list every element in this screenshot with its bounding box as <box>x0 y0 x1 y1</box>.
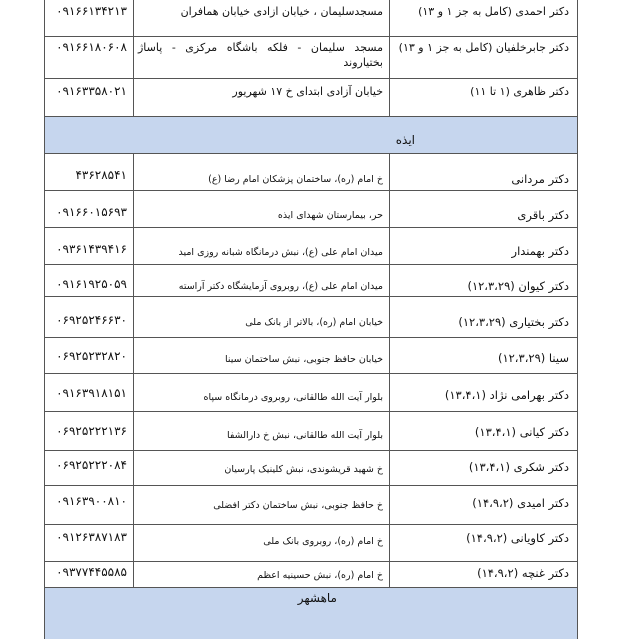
address-cell <box>133 562 389 587</box>
name-cell <box>389 228 577 264</box>
doctor-name: دکتر ظاهری (۱ تا ۱۱) <box>470 85 569 98</box>
address-cell <box>133 451 389 485</box>
section-header-izeh <box>45 117 577 154</box>
doctor-name: دکتر کیانی (۱۳،۴،۱) <box>474 425 569 439</box>
address-cell <box>133 228 389 264</box>
phone-cell <box>45 451 133 485</box>
address-cell <box>133 338 389 373</box>
name-cell <box>389 37 577 78</box>
doctor-name: دکتر باقری <box>517 208 569 222</box>
address-cell <box>133 374 389 411</box>
name-cell <box>389 486 577 524</box>
table-row <box>45 191 577 228</box>
doctor-name: دکتر جابرخلفیان (کامل به جز ۱ و ۱۳) <box>398 41 569 54</box>
address-text: خیابان حافظ جنوبی، نبش ساختمان سینا <box>224 354 383 365</box>
phone-number: ۰۹۱۶۱۹۲۵۰۵۹ <box>56 277 127 291</box>
section-header-mahshahr <box>45 588 577 639</box>
section-title: ایذه <box>395 133 415 147</box>
phone-number: ۰۶۹۲۵۲۲۲۰۸۴ <box>56 458 127 472</box>
doctor-name: دکتر کاویانی (۱۴،۹،۲) <box>466 531 569 545</box>
doctor-name: دکتر بهرامی نژاد (۱۳،۴،۱) <box>444 388 569 402</box>
name-cell <box>389 562 577 587</box>
phone-number: ۰۶۹۲۵۲۲۲۱۳۶ <box>56 424 127 438</box>
phone-number: ۰۹۱۲۶۳۸۷۱۸۳ <box>56 530 127 544</box>
table-row <box>45 412 577 451</box>
phone-cell <box>45 338 133 373</box>
name-cell <box>389 412 577 450</box>
address-cell <box>133 0 389 36</box>
phone-cell <box>45 79 133 116</box>
doctor-name: دکتر بهمندار <box>511 244 569 258</box>
phone-number: ۰۹۱۶۳۹۱۸۱۵۱ <box>56 386 127 400</box>
name-cell <box>389 338 577 373</box>
address-text: بلوار آیت الله طالقانی، روبروی درمانگاه سپاه <box>203 392 383 403</box>
phone-cell <box>45 525 133 561</box>
address-cell <box>133 525 389 561</box>
doctor-name: دکتر احمدی (کامل به جز ۱ و ۱۳) <box>418 5 569 18</box>
doctor-name: دکتر بختیاری (۱۲،۳،۲۹) <box>458 315 569 329</box>
address-text: خ شهید قریشوندی، نبش کلینیک پارسیان <box>224 464 383 475</box>
table-row <box>45 154 577 191</box>
phone-number: ۰۶۹۲۵۲۴۶۶۳۰ <box>56 313 127 327</box>
phone-cell <box>45 154 133 190</box>
address-text: خیابان آزادی ابتدای خ ۱۷ شهریور <box>232 85 383 98</box>
phone-cell <box>45 191 133 227</box>
phone-number: ۰۹۳۷۷۴۴۵۵۸۵ <box>56 565 127 579</box>
address-cell <box>133 191 389 227</box>
phone-cell <box>45 37 133 78</box>
phone-cell <box>45 374 133 411</box>
phone-number: ۰۹۱۶۶۱۸۰۶۰۸ <box>56 40 127 54</box>
address-text: میدان امام علی (ع)، روبروی آزمایشگاه دکتر آراسته <box>178 281 383 292</box>
address-text: بلوار آیت الله طالقانی، نبش خ دارالشفا <box>226 430 383 441</box>
name-cell <box>389 79 577 116</box>
address-text: حر، بیمارستان شهدای ایذه <box>277 210 383 221</box>
doctor-name: دکتر مردانی <box>511 172 569 186</box>
name-cell <box>389 374 577 411</box>
name-cell <box>389 154 577 190</box>
table-row <box>45 79 577 117</box>
doctor-name: دکتر شکری (۱۳،۴،۱) <box>468 460 569 474</box>
address-text: مسجد سلیمان - فلکه باشگاه مرکزی - پاساژ بختیاروند <box>138 41 383 69</box>
address-text: خ امام (ره)، نبش حسینیه اعظم <box>257 570 383 581</box>
address-cell <box>133 37 389 78</box>
table-row <box>45 0 577 37</box>
address-cell <box>133 486 389 524</box>
name-cell <box>389 191 577 227</box>
table-row <box>45 525 577 562</box>
phone-number: ۰۹۱۶۳۳۵۸۰۲۱ <box>56 84 127 98</box>
doctor-name: دکتر امیدی (۱۴،۹،۲) <box>472 496 569 510</box>
table-row <box>45 451 577 486</box>
phone-cell <box>45 297 133 337</box>
phone-number: ۰۹۱۶۶۰۱۵۶۹۳ <box>56 205 127 219</box>
phone-cell <box>45 0 133 36</box>
table-row <box>45 486 577 525</box>
table-row <box>45 297 577 338</box>
phone-cell <box>45 562 133 587</box>
phone-cell <box>45 486 133 524</box>
table-row <box>45 374 577 412</box>
phone-cell <box>45 412 133 450</box>
name-cell <box>389 525 577 561</box>
doctor-name: دکتر کیوان (۱۲،۳،۲۹) <box>467 279 569 293</box>
phone-number: ۰۹۱۶۶۱۳۴۲۱۳ <box>56 4 127 18</box>
phone-number: ۴۳۶۲۸۵۴۱ <box>75 168 127 182</box>
address-cell <box>133 154 389 190</box>
phone-number: ۰۹۳۶۱۴۳۹۴۱۶ <box>56 242 127 256</box>
address-text: خ امام (ره)، روبروی بانک ملی <box>263 536 383 547</box>
phone-number: ۰۶۹۲۵۲۳۲۸۲۰ <box>56 349 127 363</box>
section-title: ماهشهر <box>297 591 337 605</box>
address-cell <box>133 265 389 296</box>
address-cell <box>133 412 389 450</box>
name-cell <box>389 0 577 36</box>
address-text: خیابان امام (ره)، بالاتر از بانک ملی <box>245 317 383 328</box>
name-cell <box>389 297 577 337</box>
address-text: مسجدسلیمان ، خیابان ازادی خیابان همافران <box>180 5 383 18</box>
address-text: میدان امام علی (ع)، نبش درمانگاه شبانه روزی امید <box>178 247 383 258</box>
doctor-name: سینا (۱۲،۳،۲۹) <box>497 351 569 365</box>
address-cell <box>133 297 389 337</box>
table-row <box>45 265 577 297</box>
phone-number: ۰۹۱۶۳۹۰۰۸۱۰ <box>56 494 127 508</box>
phone-cell <box>45 228 133 264</box>
name-cell <box>389 451 577 485</box>
address-cell <box>133 79 389 116</box>
address-text: خ امام (ره)، ساختمان پزشکان امام رضا (ع) <box>208 174 383 185</box>
pharmacy-table <box>44 0 578 639</box>
table-row <box>45 562 577 588</box>
name-cell <box>389 265 577 296</box>
table-row <box>45 37 577 79</box>
phone-cell <box>45 265 133 296</box>
table-row <box>45 338 577 374</box>
table-row <box>45 228 577 265</box>
doctor-name: دکتر غنچه (۱۴،۹،۲) <box>477 566 569 580</box>
address-text: خ حافظ جنوبی، نبش ساختمان دکتر افضلی <box>213 500 383 511</box>
